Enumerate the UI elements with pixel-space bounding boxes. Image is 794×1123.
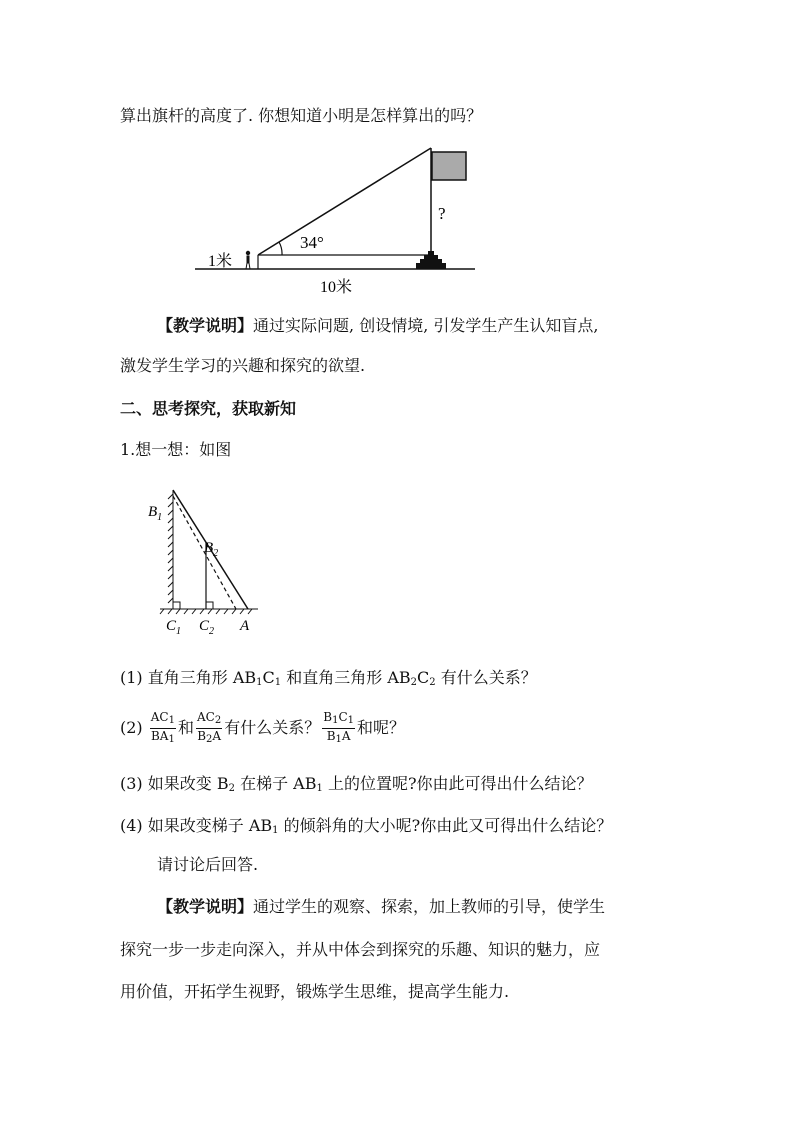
fraction-AC2-B2A: $\frac{AC_2}{B_2A}$: [197, 710, 222, 745]
note2-tag: 【教学说明】: [157, 897, 254, 916]
intro-line: 算出旗杆的高度了. 你想知道小明是怎样算出的吗？: [120, 106, 483, 125]
q1-number: (1): [120, 668, 143, 687]
note2-line1: [157, 897, 605, 917]
unknown-height-label: ?: [438, 204, 446, 223]
q3-number: (3): [120, 774, 143, 793]
fraction-B1C1-B1A: $\frac{B_1C_1}{B_1A}$: [323, 710, 355, 745]
label-B1: $B_1$: [148, 504, 163, 523]
flagpole-base: [416, 251, 446, 269]
person-height-label: 1米: [208, 253, 233, 270]
right-angle-C1: [173, 602, 180, 609]
angle-label: 34°: [300, 233, 324, 252]
fraction-AC1-BA1: $\frac{AC_1}{BA_1}$: [150, 710, 175, 745]
person-icon: [246, 251, 250, 269]
right-angle-C2: [206, 602, 213, 609]
distance-label: 10米: [320, 279, 353, 296]
ladder-figure: [140, 482, 270, 642]
note1-text1: 通过实际问题, 创设情境, 引发学生产生认知盲点,: [253, 316, 599, 335]
wall-hatching: [168, 490, 173, 609]
ground-hatching: [160, 609, 258, 614]
note1-tag: 【教学说明】: [157, 316, 254, 335]
note1-line1: [157, 316, 598, 336]
note2-line3: 用价值，开拓学生视野，锻炼学生思维，提高学生能力.: [120, 982, 510, 1001]
flagpole-figure: [190, 140, 490, 300]
question-4: (4) 如果改变梯子 $AB_1$ 的倾斜角的大小呢?你由此又可得出什么结论？: [120, 816, 613, 836]
q2-number: (2): [120, 718, 143, 737]
question-1: (1) 直角三角形 $AB_1C_1$ 和直角三角形 $AB_2C_2$ 有什么关系？: [120, 668, 537, 688]
question-3: (3) 如果改变 $B_2$ 在梯子 $AB_1$ 上的位置呢?你由此可得出什么结论？: [120, 774, 593, 794]
note1-line2: 激发学生学习的兴趣和探究的欲望.: [120, 356, 366, 375]
q4-number: (4): [120, 816, 143, 835]
label-C2: $C_2$: [199, 618, 215, 637]
angle-arc: [279, 242, 282, 255]
note2-line2: 探究一步一步走向深入，并从中体会到探究的乐趣、知识的魅力，应: [120, 940, 601, 959]
label-C1: $C_1$: [166, 618, 182, 637]
question-2: (2) $\frac{AC_1}{BA_1}$ 和 $\frac{AC_2}{B_2A}$ 有什么关系？ $\frac{B_1C_1}{B_1A}$ 和呢？: [120, 710, 406, 745]
section-heading: 二、思考探究，获取新知: [120, 399, 297, 418]
label-A: A: [240, 618, 250, 634]
note2-text1: 通过学生的观察、探索，加上教师的引导，使学生: [253, 897, 606, 916]
discuss-line: 请讨论后回答.: [157, 855, 259, 874]
subsection-heading: 1.想一想：如图: [120, 440, 232, 459]
sight-line: [258, 148, 431, 255]
label-B2: $B_2$: [204, 540, 219, 559]
flag: [432, 152, 466, 180]
